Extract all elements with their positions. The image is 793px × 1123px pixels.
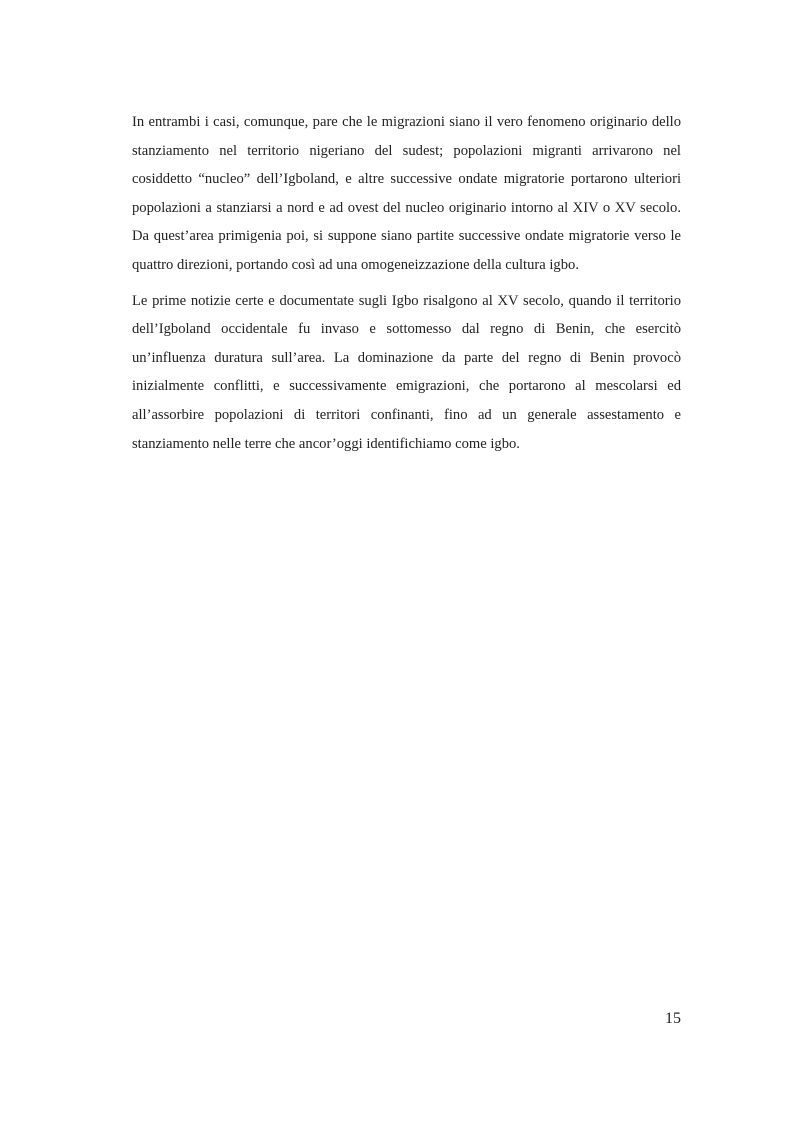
paragraph-benin-history: Le prime notizie certe e documentate sugli Igbo risalgono al XV secolo, quando il territorio dell’Igboland occidentale fu invaso e sottomesso dal regno di Benin, che esercitò un’influenza duratura sull’area. La dominazione da parte del regno di Benin provocò inizialmente conflitti, e successivamente emigrazioni, che portarono al mescolarsi ed all’assorbire popolazioni di territori confinanti, fino ad un generale assestamento e stanziamento nelle terre che ancor’oggi identifichiamo come igbo. <box>132 292 681 452</box>
page-number: 15 <box>665 1010 681 1027</box>
paragraph-migrations: In entrambi i casi, comunque, pare che le migrazioni siano il vero fenomeno originario dello stanziamento nel territorio nigeriano del sudest; popolazioni migranti arrivarono nel cosiddetto “nucleo” dell’Igboland, e altre successive ondate migratorie portarono ulteriori popolazioni a stanziarsi a nord e ad ovest del nucleo originario intorno al XIV o XV secolo. Da quest’area primigenia poi, si suppone siano partite successive ondate migratorie verso le quattro direzioni, portando così ad una omogeneizzazione della cultura igbo. <box>132 114 681 273</box>
body-text <box>132 108 681 465</box>
